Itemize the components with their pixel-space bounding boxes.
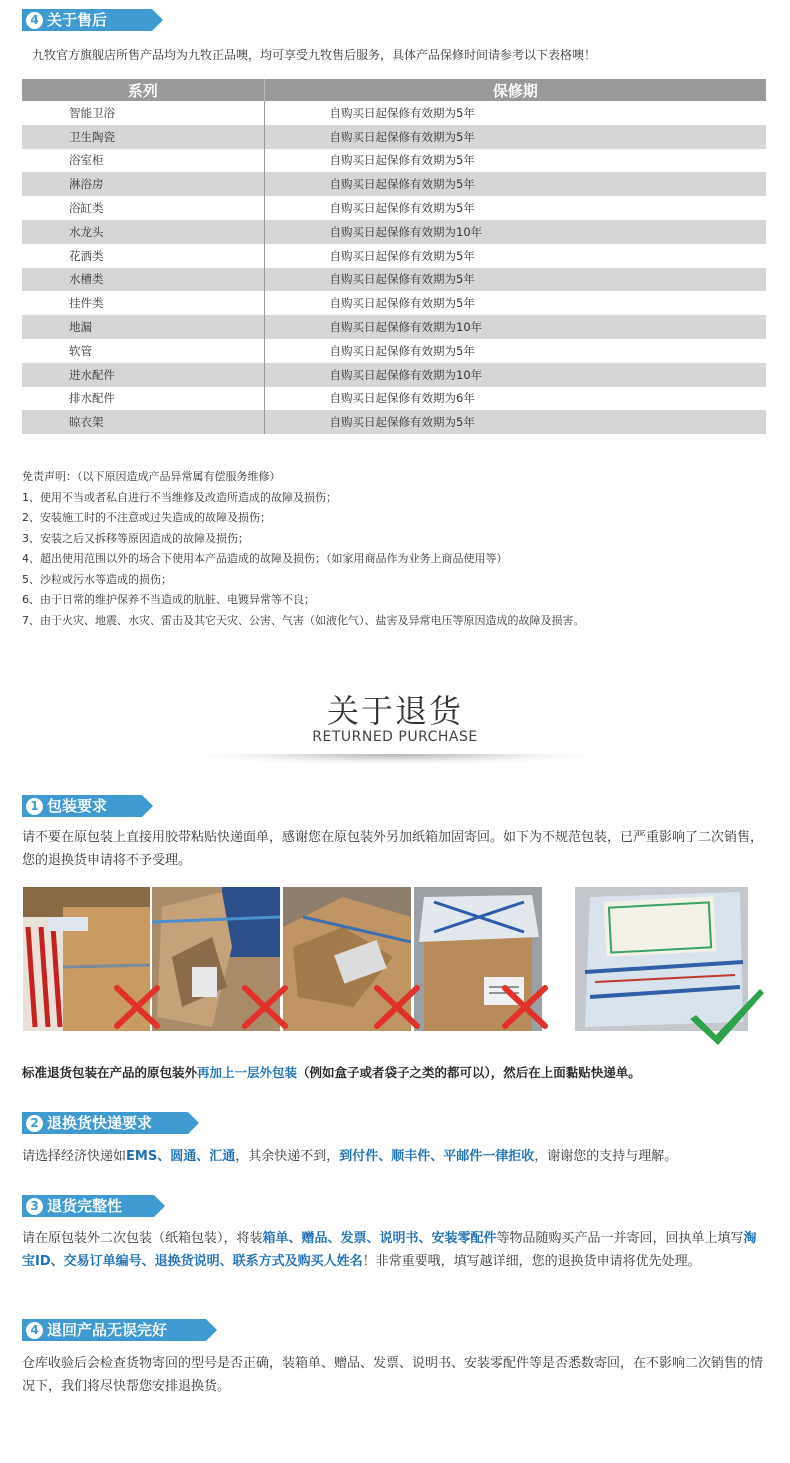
disclaimer-item: 5、沙粒或污水等造成的损伤； [22,572,172,586]
cross-icon [500,983,550,1031]
table-row [22,172,766,196]
packaging-tag [22,795,142,817]
series-cell: 淋浴房 [22,172,264,196]
intact-tag [22,1319,206,1341]
disclaimer-list [22,467,768,631]
table-row [22,387,766,411]
table-header-row [22,79,766,101]
completeness-text-c: ！非常重要哦，填写越详细，您的退换货申请将优先处理。 [362,1254,701,1269]
completeness-text-a: 请在原包装外二次包装（纸箱包装），将装 [22,1231,263,1246]
courier-text-a: 请选择经济快递如 [22,1149,127,1164]
courier-highlight-rejected: 到付件、顺丰件、平邮件一律拒收 [339,1149,535,1164]
disclaimer-item: 2、安装施工时的不注意或过失造成的故障及损伤； [22,511,271,524]
section-title: 退货完整性 [47,1197,123,1215]
banner-shadow [205,754,585,764]
warranty-cell: 自购买日起保修有效期为5年 [264,244,766,268]
completeness-highlight-info: 淘宝ID、交易订单编号、退换货说明、联系方式及购买人姓名 [22,1231,757,1269]
warranty-cell: 自购买日起保修有效期为5年 [264,410,766,434]
section-title: 关于售后 [47,11,108,29]
section-number: 4 [26,1322,43,1339]
table-row [22,125,766,149]
check-icon [686,985,766,1049]
aftersales-intro: 九牧官方旗舰店所售产品均为九牧正品噢，均可享受九牧售后服务，具体产品保修时间请参考以下表格噢！ [32,48,597,62]
packaging-text: 请不要在原包装上直接用胶带粘贴快递面单，感谢您在原包装外另加纸箱加固寄回。如下为不规范包装，已严重影响了二次销售，您的退换货申请将不予受理。 [22,830,764,868]
table-row [22,220,766,244]
disclaimer-item: 6、由于日常的维护保养不当造成的肮脏、电镀异常等不良； [22,593,315,606]
warranty-cell: 自购买日起保修有效期为10年 [264,315,766,339]
returns-banner-subtitle: RETURNED PURCHASE [312,729,478,745]
returns-banner-title: 关于退货 [326,692,463,730]
completeness-highlight-items: 箱单、赠品、发票、说明书、安装零配件 [262,1231,497,1246]
warranty-cell: 自购买日起保修有效期为5年 [264,268,766,292]
series-cell: 智能卫浴 [22,101,264,125]
warranty-cell: 自购买日起保修有效期为10年 [264,363,766,387]
series-cell: 卫生陶瓷 [22,125,264,149]
table-row [22,363,766,387]
series-cell: 水槽类 [22,268,264,292]
table-row [22,315,766,339]
courier-text [22,1145,768,1168]
cross-icon [112,983,162,1031]
warranty-cell: 自购买日起保修有效期为5年 [264,101,766,125]
header-series: 系列 [22,79,264,101]
series-cell: 挂件类 [22,291,264,315]
section-number: 2 [26,1115,43,1132]
cross-icon [372,983,422,1031]
section-title: 退回产品无误完好 [47,1321,168,1339]
standard-text-highlight: 再加上一层外包装 [197,1065,298,1080]
section-title: 包装要求 [47,797,108,815]
disclaimer-item: 1、使用不当或者私自进行不当维修及改造所造成的故障及损伤； [22,490,337,504]
table-row [22,149,766,173]
courier-tag [22,1112,188,1134]
courier-text-b: ，其余快递不到， [235,1149,340,1164]
disclaimer-item: 7、由于火灾、地震、水灾、雷击及其它天灾、公害、气害（如液化气）、盐害及异常电压等原因造成的故障及损害。 [22,613,585,627]
section-title: 退换货快递要求 [47,1114,153,1132]
aftersales-tag [22,9,152,31]
series-cell: 水龙头 [22,220,264,244]
completeness-tag [22,1195,154,1217]
series-cell: 浴缸类 [22,196,264,220]
header-warranty: 保修期 [264,79,766,101]
standard-text-a: 标准退货包装在产品的原包装外 [22,1065,198,1080]
cross-icon [240,983,290,1031]
table-row [22,244,766,268]
table-row [22,268,766,292]
standard-package-text [22,1061,768,1084]
table-row [22,291,766,315]
table-row [22,196,766,220]
table-row [22,339,766,363]
courier-highlight-accepted: EMS、圆通、汇通 [126,1149,236,1164]
warranty-cell: 自购买日起保修有效期为5年 [264,339,766,363]
table-row [22,101,766,125]
standard-text-b: （例如盒子或者袋子之类的都可以），然后在上面黏贴快递单。 [297,1065,641,1080]
warranty-table [22,79,766,434]
warranty-cell: 自购买日起保修有效期为5年 [264,125,766,149]
intact-text: 仓库收验后会检查货物寄回的型号是否正确，装箱单、赠品、发票、说明书、安装零配件等是否悉数寄回，在不影响二次销售的情况下，我们将尽快帮您安排退换货。 [22,1356,764,1394]
completeness-text-b: 等物品随购买产品一并寄回，回执单上填写 [496,1231,744,1246]
series-cell: 软管 [22,339,264,363]
series-cell: 地漏 [22,315,264,339]
courier-text-c: ，谢谢您的支持与理解。 [534,1149,678,1164]
disclaimer-item: 4、超出使用范围以外的场合下使用本产品造成的故障及损伤；（如家用商品作为业务上商品使用等） [22,552,508,565]
section-number: 1 [26,798,43,815]
series-cell: 进水配件 [22,363,264,387]
series-cell: 晾衣架 [22,410,264,434]
disclaimer-heading: 免责声明：（以下原因造成产品异常属有偿服务维修） [22,470,281,483]
series-cell: 排水配件 [22,387,264,411]
warranty-cell: 自购买日起保修有效期为6年 [264,387,766,411]
warranty-cell: 自购买日起保修有效期为5年 [264,149,766,173]
series-cell: 花洒类 [22,244,264,268]
section-number: 4 [26,12,43,29]
warranty-cell: 自购买日起保修有效期为5年 [264,172,766,196]
table-row [22,410,766,434]
warranty-cell: 自购买日起保修有效期为5年 [264,291,766,315]
warranty-cell: 自购买日起保修有效期为5年 [264,196,766,220]
warranty-cell: 自购买日起保修有效期为10年 [264,220,766,244]
disclaimer-item: 3、安装之后又拆移等原因造成的故障及损伤； [22,531,249,545]
completeness-text [22,1227,768,1273]
series-cell: 浴室柜 [22,149,264,173]
section-number: 3 [26,1198,43,1215]
